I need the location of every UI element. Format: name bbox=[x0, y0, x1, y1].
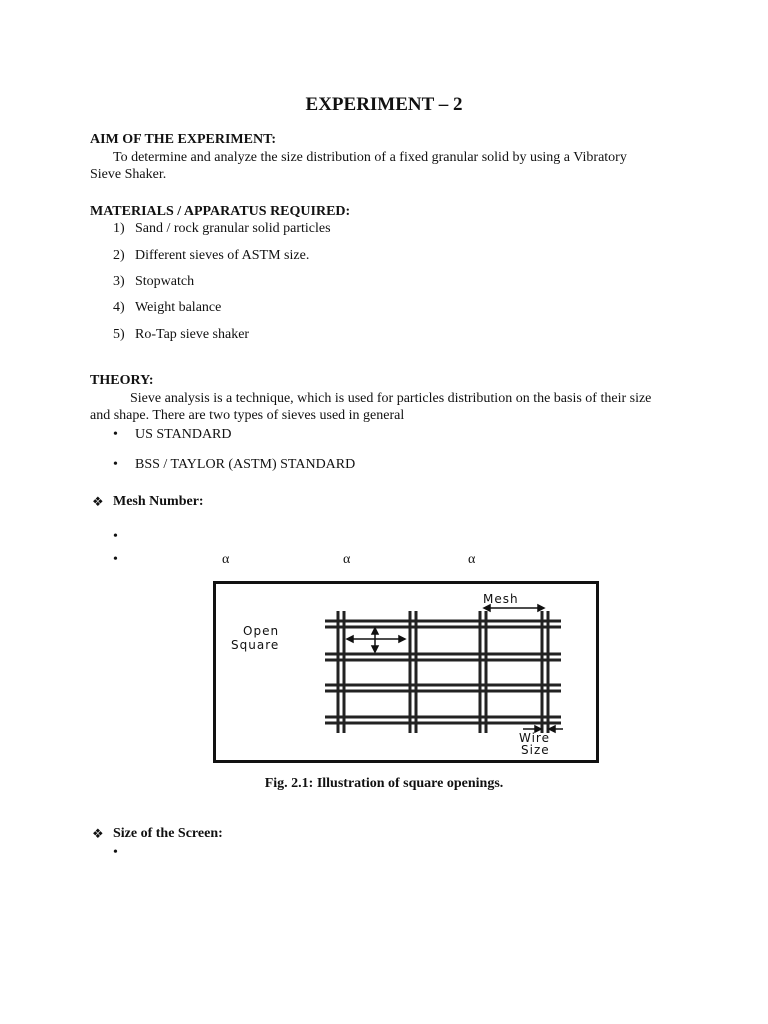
diamond-bullet-icon: ❖ bbox=[92, 826, 104, 841]
alpha-symbol: α bbox=[222, 552, 230, 567]
alpha-symbol: α bbox=[343, 552, 351, 567]
aim-text-line1: To determine and analyze the size distribution of a fixed granular solid by using a Vibratory bbox=[113, 150, 627, 165]
alpha-symbol: α bbox=[468, 552, 476, 567]
square-openings-figure bbox=[213, 581, 599, 763]
theory-text-line1: Sieve analysis is a technique, which is used for particles distribution on the basis of their size bbox=[130, 391, 652, 406]
list-item-number: 4) bbox=[113, 300, 125, 315]
open-label: Open bbox=[243, 624, 280, 638]
wire-label: Wire bbox=[519, 731, 550, 745]
screen-size-heading: Size of the Screen: bbox=[113, 826, 223, 841]
bullet-icon: • bbox=[113, 552, 118, 567]
list-item-number: 3) bbox=[113, 274, 125, 289]
list-item: Stopwatch bbox=[135, 274, 195, 289]
figure-caption: Fig. 2.1: Illustration of square openings. bbox=[264, 776, 504, 791]
list-item-number: 2) bbox=[113, 248, 125, 263]
list-item: Ro-Tap sieve shaker bbox=[135, 327, 250, 342]
bullet-icon: • bbox=[113, 845, 118, 860]
aim-text-line2: Sieve Shaker. bbox=[90, 167, 167, 182]
list-item-number: 1) bbox=[113, 221, 125, 236]
list-item: Different sieves of ASTM size. bbox=[135, 248, 310, 263]
theory-heading: THEORY: bbox=[90, 373, 154, 388]
bullet-icon: • bbox=[113, 427, 118, 442]
diamond-bullet-icon: ❖ bbox=[92, 494, 104, 509]
theory-text-line2: and shape. There are two types of sieves used in general bbox=[90, 408, 405, 423]
page-title: EXPERIMENT – 2 bbox=[305, 94, 463, 115]
mesh-number-heading: Mesh Number: bbox=[113, 494, 204, 509]
materials-heading: MATERIALS / APPARATUS REQUIRED: bbox=[90, 204, 351, 219]
mesh-label: Mesh bbox=[483, 592, 519, 606]
list-item: US STANDARD bbox=[135, 427, 232, 442]
list-item: Weight balance bbox=[135, 300, 222, 315]
list-item-number: 5) bbox=[113, 327, 125, 342]
list-item: Sand / rock granular solid particles bbox=[135, 221, 331, 236]
list-item: BSS / TAYLOR (ASTM) STANDARD bbox=[135, 457, 356, 472]
square-label: Square bbox=[231, 638, 280, 652]
size-label: Size bbox=[521, 743, 550, 757]
bullet-icon: • bbox=[113, 457, 118, 472]
aim-heading: AIM OF THE EXPERIMENT: bbox=[90, 132, 277, 147]
bullet-icon: • bbox=[113, 529, 118, 544]
